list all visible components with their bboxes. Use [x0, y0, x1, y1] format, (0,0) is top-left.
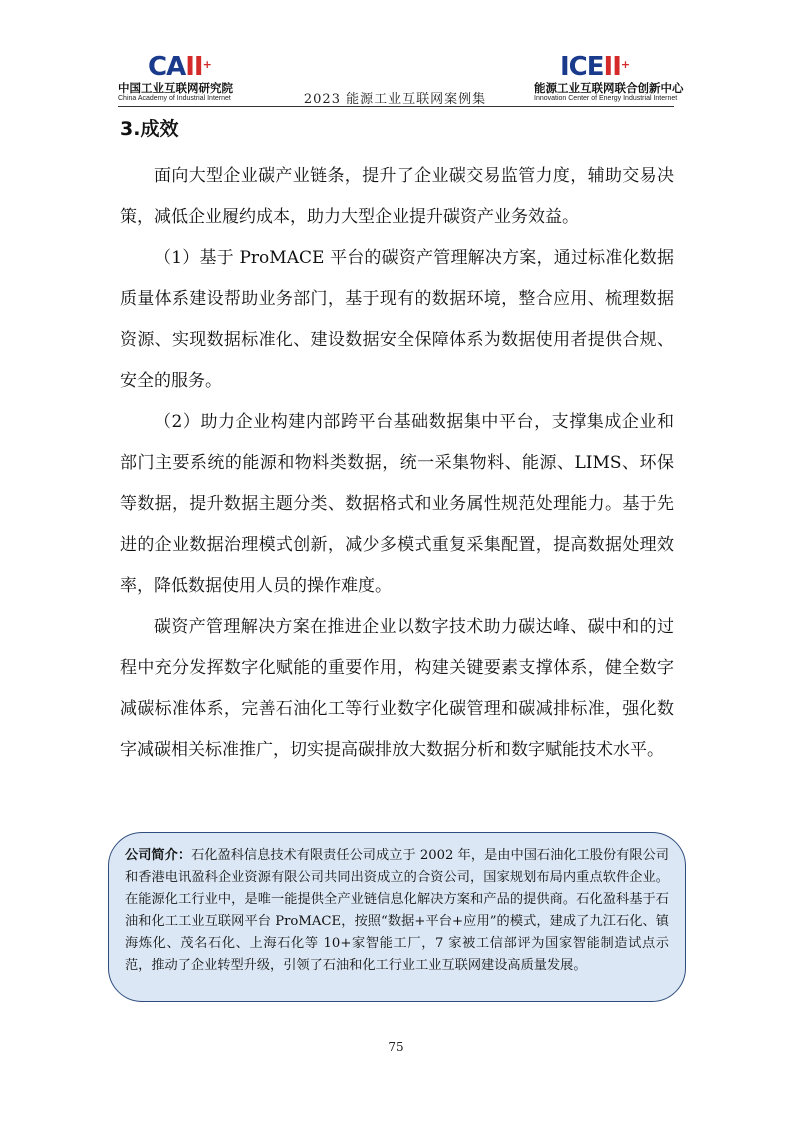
page-header [0, 0, 793, 112]
company-intro-box [108, 832, 686, 1002]
page-number: 75 [388, 1040, 404, 1054]
body-paragraph-2: （1）基于 ProMACE 平台的碳资产管理解决方案，通过标准化数据质量体系建设帮助业务部门，基于现有的数据环境，整合应用、梳理数据资源、实现数据标准化、建设数据安全保障体系为数据使用者提供合规、安全的服务。 [120, 248, 674, 391]
iceii-logo-mark [560, 54, 629, 80]
caii-logo-mark-main: CA [148, 52, 186, 82]
caii-logo [118, 48, 258, 104]
caii-logo-mark-sup: + [202, 58, 211, 71]
body-paragraph-4: 碳资产管理解决方案在推进企业以数字技术助力碳达峰、碳中和的过程中充分发挥数字化赋能的重要作用，构建关键要素支撑体系，健全数字减碳标准体系，完善石油化工等行业数字化碳管理和碳减排标准，强化数字减碳相关标准推广，切实提高碳排放大数据分析和数字赋能技术水平。 [120, 617, 674, 760]
caii-logo-mark [148, 54, 211, 80]
iceii-logo-mark-main: ICE [560, 52, 604, 82]
body-paragraph-3: （2）助力企业构建内部跨平台基础数据集中平台，支撑集成企业和部门主要系统的能源和物料类数据，统一采集物料、能源、LIMS、环保等数据，提升数据主题分类、数据格式和业务属性规范处理能力。基于先进的企业数据治理模式创新，减少多模式重复采集配置，提高数据处理效率，降低数据使用人员的操作难度。 [120, 412, 674, 596]
iceii-logo [530, 48, 684, 104]
caii-logo-mark-accent: II [185, 52, 203, 82]
body-paragraph-1: 面向大型企业碳产业链条，提升了企业碳交易监管力度，辅助交易决策，减低企业履约成本，助力大型企业提升碳资产业务效益。 [120, 166, 674, 227]
iceii-logo-mark-accent: II [603, 52, 621, 82]
caii-logo-name-cn: 中国工业互联网研究院 [118, 81, 233, 95]
company-intro-label: 公司简介： [125, 848, 192, 863]
caii-logo-name-en: China Academy of Industrial Internet [118, 95, 231, 102]
iceii-logo-name-en: Innovation Center of Energy Industrial Internet [534, 95, 678, 102]
header-title: 2023 能源工业互联网案例集 [303, 92, 487, 107]
iceii-logo-name-cn: 能源工业互联网联合创新中心 [534, 81, 684, 95]
company-intro-body: 石化盈科信息技术有限责任公司成立于 2002 年，是由中国石油化工股份有限公司和香港电讯盈科企业资源有限公司共同出资成立的合资公司，国家规划布局内重点软件企业。在能源化工行业中，是唯一能提供全产业链信息化解决方案和产品的提供商。石化盈科基于石油和化工工业互联网平台 ProMACE，按照“数据+平台+应用”的模式，建成了九江石化、镇海炼化、茂名石化、上海石化等 10+家智能工厂，7 家被工信部评为国家智能制造试点示范，推动了企业转型升级，引领了石油和化工行业工业互联网建设高质量发展。 [125, 848, 669, 973]
section-body [120, 156, 674, 771]
iceii-logo-mark-sup: + [620, 58, 630, 71]
header-divider [118, 106, 674, 107]
section-title: 3.成效 [120, 118, 179, 140]
company-intro-text [125, 845, 669, 977]
